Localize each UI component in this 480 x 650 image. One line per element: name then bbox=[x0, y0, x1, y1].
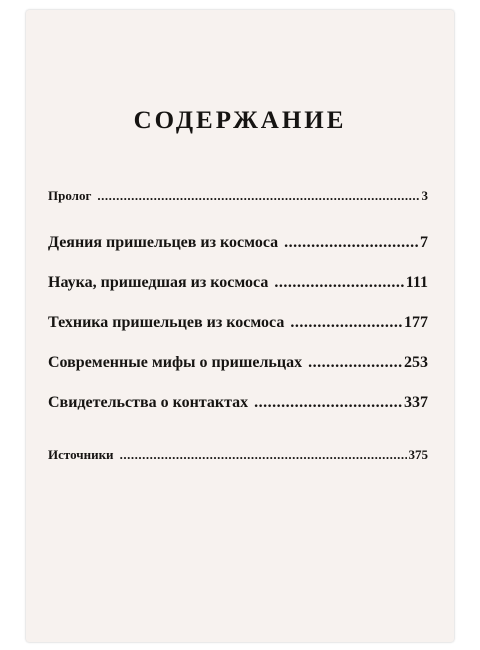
toc-leader bbox=[274, 274, 403, 292]
page-title: СОДЕРЖАНИЕ bbox=[133, 107, 347, 134]
toc-label: Деяния пришельцев из космоса bbox=[48, 234, 279, 251]
toc-row-science bbox=[48, 274, 428, 292]
toc-leader bbox=[290, 314, 402, 332]
toc-leader bbox=[120, 447, 407, 463]
toc-label: Наука, пришедшая из космоса bbox=[48, 274, 269, 291]
toc-page-number: 7 bbox=[420, 234, 428, 251]
toc-label: Свидетельства о контактах bbox=[48, 394, 249, 411]
toc-page-number: 253 bbox=[404, 354, 428, 371]
toc-row-sources bbox=[48, 447, 428, 463]
book-page bbox=[26, 10, 454, 642]
toc-label: Пролог bbox=[48, 188, 92, 203]
toc-page-number: 337 bbox=[404, 394, 428, 411]
toc-leader bbox=[97, 188, 419, 204]
toc-row-contacts bbox=[48, 394, 428, 412]
toc-label: Современные мифы о пришельцах bbox=[48, 354, 303, 371]
toc-label: Техника пришельцев из космоса bbox=[48, 314, 285, 331]
toc-label: Источники bbox=[48, 447, 114, 462]
toc-page-number: 111 bbox=[405, 274, 428, 291]
toc-page-number: 177 bbox=[404, 314, 428, 331]
toc-leader bbox=[254, 394, 402, 412]
toc-row-myths bbox=[48, 354, 428, 372]
toc-page-number: 3 bbox=[421, 188, 428, 203]
bleed-through-text bbox=[26, 52, 454, 63]
toc-leader bbox=[308, 354, 402, 372]
toc-leader bbox=[284, 234, 418, 252]
toc-row-prologue bbox=[48, 188, 428, 204]
toc-row-deeds bbox=[48, 234, 428, 252]
toc-page-number: 375 bbox=[408, 447, 428, 462]
toc-row-technology bbox=[48, 314, 428, 332]
